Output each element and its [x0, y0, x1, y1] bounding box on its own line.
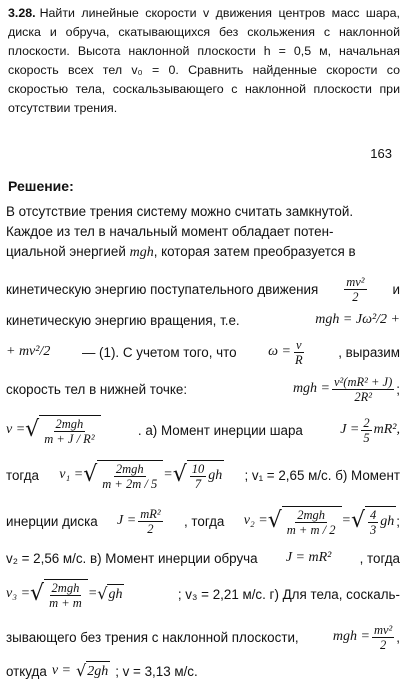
formula: mgh	[129, 245, 154, 260]
formula-part: v =	[6, 422, 26, 437]
fraction	[344, 275, 366, 304]
solution-line	[6, 334, 400, 370]
solution-line	[6, 452, 400, 498]
denominator: m + 2m / 5	[102, 476, 158, 491]
text: ;	[396, 513, 400, 529]
formula: + mv²/2	[6, 344, 51, 359]
text: ; v₃ = 2,21 м/с. г) Для тела, соскаль-	[177, 586, 400, 602]
radicand	[282, 506, 342, 537]
numerator: 2mgh	[51, 580, 80, 595]
radical-sign: √	[267, 507, 282, 533]
radical-sign: √	[25, 416, 40, 442]
formula-part: mR²,	[373, 422, 400, 437]
square-root	[30, 579, 88, 610]
solution-line	[6, 658, 400, 684]
text: скорость тел в нижней точке:	[6, 381, 188, 397]
text: , выразим	[338, 344, 400, 360]
radicand	[39, 415, 100, 446]
numerator: v²(mR² + J)	[334, 374, 393, 389]
formula-part: =	[87, 586, 98, 601]
denominator: R	[295, 352, 303, 367]
radical-sign: √	[75, 661, 87, 680]
denominator: 7	[194, 476, 202, 491]
formula	[59, 460, 224, 491]
text: зывающего без трения с наклонной плоскости,	[6, 629, 299, 645]
numerator: mR²	[140, 506, 161, 521]
radicand	[107, 584, 124, 604]
radical-sign: √	[350, 507, 365, 533]
fraction	[368, 508, 378, 537]
radical-sign: √	[30, 580, 45, 606]
denominator: 3	[369, 522, 377, 537]
square-root	[97, 584, 124, 604]
problem-text: Найти линейные скорости v движения центров масс шара, диска и обруча, скатывающихся без скольжения с наклонной плоскости. Высота наклонной плоскости h = 0,5 м, начальная скорость всех тел v₀ = 0. Сравнить найденные скорости со скоростью тела, соскальзывающего с наклонной плоскости при отсутствии трения.	[8, 6, 400, 115]
solution-heading: Решение:	[8, 178, 74, 194]
solution-body	[6, 204, 400, 684]
formula-part: J =	[340, 422, 360, 437]
formula	[340, 416, 400, 445]
radical-sign: √	[83, 461, 98, 487]
formula: mgh = Jω²/2 +	[315, 312, 400, 327]
radical-sign: √	[97, 584, 108, 603]
square-root	[173, 460, 225, 491]
page-number: 163	[370, 146, 392, 161]
solution-line	[6, 244, 400, 272]
denominator: 2	[147, 521, 154, 536]
text: инерции диска	[6, 513, 98, 529]
formula: J = mR²	[285, 550, 332, 565]
solution-line	[6, 272, 400, 306]
formula-part: =	[341, 513, 351, 528]
numerator: mv²	[373, 622, 393, 637]
fraction	[285, 508, 338, 537]
fraction	[293, 338, 305, 367]
solution-line: В отсутствие трения систему можно считать замкнутой.	[6, 204, 354, 219]
solution-line: Каждое из тел в начальный момент обладает потен-	[6, 224, 334, 239]
formula-part: mgh =	[332, 629, 370, 644]
text: откуда	[6, 663, 47, 679]
square-root	[351, 506, 396, 537]
text: и	[392, 281, 400, 297]
solution-line	[6, 616, 400, 658]
square-root	[83, 460, 163, 491]
text: — (1). С учетом того, что	[81, 344, 237, 360]
solution-line	[6, 408, 400, 452]
formula	[333, 623, 400, 652]
radicand	[187, 460, 225, 491]
problem-statement	[8, 4, 400, 118]
fraction	[372, 623, 394, 652]
radicand	[97, 460, 163, 491]
denominator: 2	[379, 637, 387, 652]
denominator: m + m / 2	[286, 522, 336, 537]
denominator: 2	[352, 289, 359, 304]
numerator: 2mgh	[55, 416, 84, 431]
formula-part: v₁ =	[59, 467, 84, 482]
radical-sign: √	[172, 461, 187, 487]
denominator: 5	[363, 430, 370, 445]
solution-line	[6, 306, 400, 334]
numerator: v	[296, 337, 302, 352]
radicand	[365, 506, 396, 537]
fraction	[332, 375, 394, 404]
formula	[293, 375, 400, 404]
text: кинетическую энергию вращения, т.е.	[6, 312, 240, 328]
numerator: 10	[191, 461, 205, 476]
radicand	[86, 661, 110, 681]
numerator: 2mgh	[115, 461, 144, 476]
solution-line	[6, 370, 400, 408]
square-root	[25, 415, 100, 446]
fraction	[361, 416, 371, 445]
text: , тогда	[183, 513, 225, 529]
text: , тогда	[359, 550, 400, 566]
text: ,	[396, 629, 400, 645]
formula-part: J =	[117, 513, 137, 528]
formula-part: gh	[208, 468, 223, 483]
numerator: 4	[369, 507, 377, 522]
formula-part: ω =	[268, 344, 292, 359]
numerator: 2	[363, 415, 370, 430]
solution-line	[6, 498, 400, 544]
fraction	[47, 581, 84, 610]
text: v₂ = 2,56 м/с. в) Момент инерции обруча	[6, 550, 258, 566]
problem-number: 3.28.	[8, 6, 36, 20]
formula	[6, 579, 124, 610]
fraction	[190, 462, 207, 491]
square-root	[76, 661, 110, 681]
formula-part: v =	[51, 663, 71, 678]
formula-part: v₃ =	[6, 586, 31, 601]
text: ; v = 3,13 м/с.	[115, 663, 198, 679]
formula-part: 2gh	[87, 664, 109, 679]
square-root	[268, 506, 342, 537]
fraction	[42, 417, 96, 446]
formula	[117, 507, 165, 536]
text: циальной энергией	[6, 244, 130, 259]
formula	[6, 415, 101, 446]
formula-part: gh	[108, 587, 123, 602]
numerator: mv²	[346, 274, 365, 289]
denominator: m + J / R²	[44, 431, 95, 446]
solution-line	[6, 572, 400, 616]
numerator: 2mgh	[297, 507, 326, 522]
formula-part: mgh =	[292, 381, 330, 396]
solution-line	[6, 544, 400, 572]
text: ; v₁ = 2,65 м/с. б) Момент	[244, 467, 400, 483]
formula	[268, 338, 306, 367]
text: тогда	[6, 467, 39, 483]
fraction	[100, 462, 159, 491]
formula-part: =	[163, 467, 173, 482]
text: ;	[396, 381, 400, 397]
formula-part: v₂ =	[243, 513, 268, 528]
radicand	[44, 579, 88, 610]
text: , которая затем преобразуется в	[153, 244, 356, 259]
denominator: 2R²	[354, 389, 372, 404]
formula-part: gh	[380, 514, 395, 529]
formula	[244, 506, 400, 537]
text: кинетическую энергию поступательного движения	[6, 281, 319, 297]
denominator: m + m	[49, 595, 82, 610]
text: . а) Момент инерции шара	[137, 422, 303, 438]
fraction	[138, 507, 162, 536]
